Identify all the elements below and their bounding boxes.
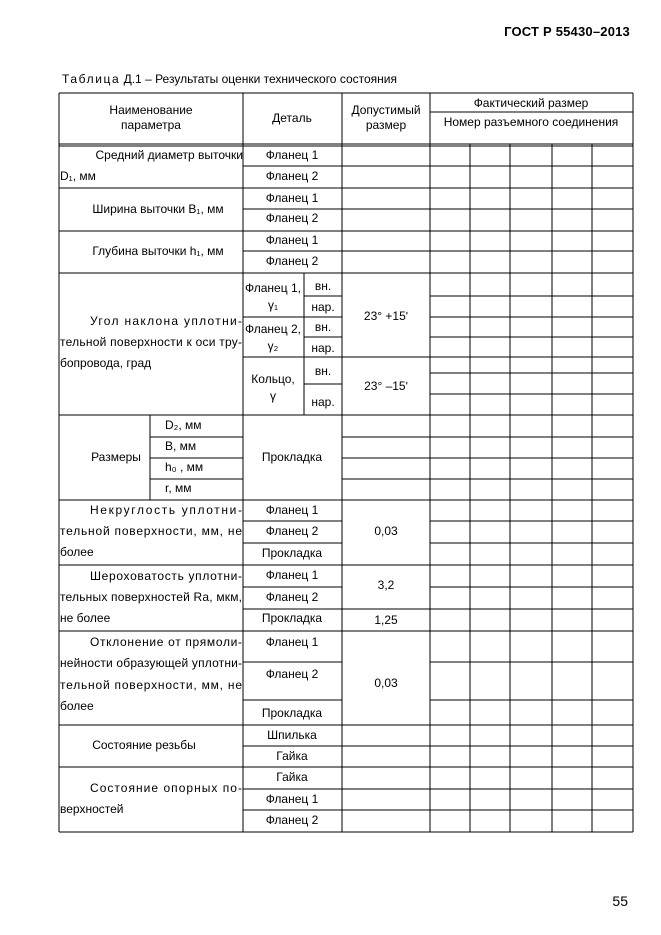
caption-prefix: Таблица <box>62 72 121 86</box>
row1-part1: Фланец 1 <box>265 148 319 162</box>
col-conn-no: Номер разъемного соединения <box>443 115 619 129</box>
row10-name-line2: верхностей <box>60 802 124 816</box>
row7-part2: Фланец 2 <box>265 590 319 604</box>
row8-part1: Фланец 1 <box>265 635 319 649</box>
col-allow-line1: Допустимый <box>351 103 421 117</box>
row2-name: Ширина выточки B₁, мм <box>92 202 224 216</box>
row4-flange2-label: Фланец 2, <box>245 322 301 336</box>
row4-f2-inner: вн. <box>314 320 332 334</box>
row9-part1: Шпилька <box>267 728 317 742</box>
row4-flange1-symbol: γ₁ <box>267 298 279 312</box>
row4-tolerance-plus: 23° +15ʹ <box>363 309 409 323</box>
row7-value1: 3,2 <box>377 578 395 592</box>
row5-dim-r: r, мм <box>165 481 192 495</box>
row10-name-line1: Состояние опорных по- <box>90 781 242 795</box>
row6-name-line1: Некруглость уплотни- <box>90 503 242 517</box>
row4-f1-outer: нар. <box>311 300 335 314</box>
row4-name-line2: тельной поверхности к оси тру- <box>60 335 242 349</box>
col-param-line2: параметра <box>121 118 181 132</box>
row6-part2: Фланец 2 <box>265 524 319 538</box>
page-number: 55 <box>612 893 628 909</box>
row8-name-line4: более <box>60 699 94 713</box>
row7-part3: Прокладка <box>261 611 323 625</box>
row7-name-line2: тельных поверхностей Ra, мкм, <box>60 590 242 604</box>
document-header: ГОСТ Р 55430–2013 <box>504 24 630 39</box>
col-detail: Деталь <box>272 111 312 125</box>
row10-part1: Гайка <box>276 770 308 784</box>
row4-flange2-symbol: γ₂ <box>267 339 279 353</box>
row5-dim-d2: D₂, мм <box>165 418 202 432</box>
row3-part2: Фланец 2 <box>265 254 319 268</box>
row7-name-line1: Шероховатость уплотни- <box>90 569 242 583</box>
row5-part: Прокладка <box>261 450 323 464</box>
col-param-line1: Наименование <box>109 103 193 117</box>
row10-part3: Фланец 2 <box>265 813 319 827</box>
row1-part2: Фланец 2 <box>265 169 319 183</box>
row9-part2: Гайка <box>276 749 308 763</box>
row6-name-line3: более <box>60 545 94 559</box>
row4-ring-symbol: γ <box>270 389 276 403</box>
row8-name-line1: Отклонение от прямоли- <box>90 635 242 649</box>
row10-part2: Фланец 1 <box>265 792 319 806</box>
row4-name-line1: Угол наклона уплотни- <box>90 314 242 328</box>
row6-value: 0,03 <box>374 524 398 538</box>
row4-ring-inner: вн. <box>314 364 332 378</box>
caption-text: Д.1 – Результаты оценки технического состояния <box>120 72 397 86</box>
row4-flange1-label: Фланец 1, <box>245 281 301 295</box>
row7-value2: 1,25 <box>374 613 398 627</box>
row1-name-line1: Средний диаметр выточки <box>95 148 243 162</box>
row5-dim-b: B, мм <box>165 439 197 453</box>
row1-name-line2: D₁, мм <box>60 169 96 183</box>
row3-name: Глубина выточки h₁, мм <box>92 244 224 258</box>
row8-part3: Прокладка <box>261 706 323 720</box>
row6-part3: Прокладка <box>261 546 323 560</box>
col-allow-line2: размер <box>365 118 407 132</box>
row7-part1: Фланец 1 <box>265 568 319 582</box>
row4-ring-label: Кольцо, <box>251 372 295 386</box>
row4-tolerance-minus: 23° –15ʹ <box>364 379 408 393</box>
row4-f1-inner: вн. <box>314 279 332 293</box>
row8-name-line3: тельной поверхности, мм, не <box>60 678 242 692</box>
row2-part2: Фланец 2 <box>265 211 319 225</box>
row8-value: 0,03 <box>374 676 398 690</box>
row2-part1: Фланец 1 <box>265 191 319 205</box>
row8-name-line2: нейности образующей уплотни- <box>60 656 242 670</box>
row3-part1: Фланец 1 <box>265 233 319 247</box>
row4-ring-outer: нар. <box>311 395 335 409</box>
row4-f2-outer: нар. <box>311 341 335 355</box>
row5-name: Размеры <box>91 450 141 464</box>
row6-name-line2: тельной поверхности, мм, не <box>60 524 242 538</box>
row4-name-line3: бопровода, град <box>60 356 152 370</box>
row6-part1: Фланец 1 <box>265 503 319 517</box>
col-actual: Фактический размер <box>473 96 589 110</box>
row7-name-line3: не более <box>60 611 111 625</box>
row5-dim-h0: h₀ , мм <box>165 460 204 474</box>
row8-part2: Фланец 2 <box>265 667 319 681</box>
row9-name: Состояние резьбы <box>92 738 196 752</box>
